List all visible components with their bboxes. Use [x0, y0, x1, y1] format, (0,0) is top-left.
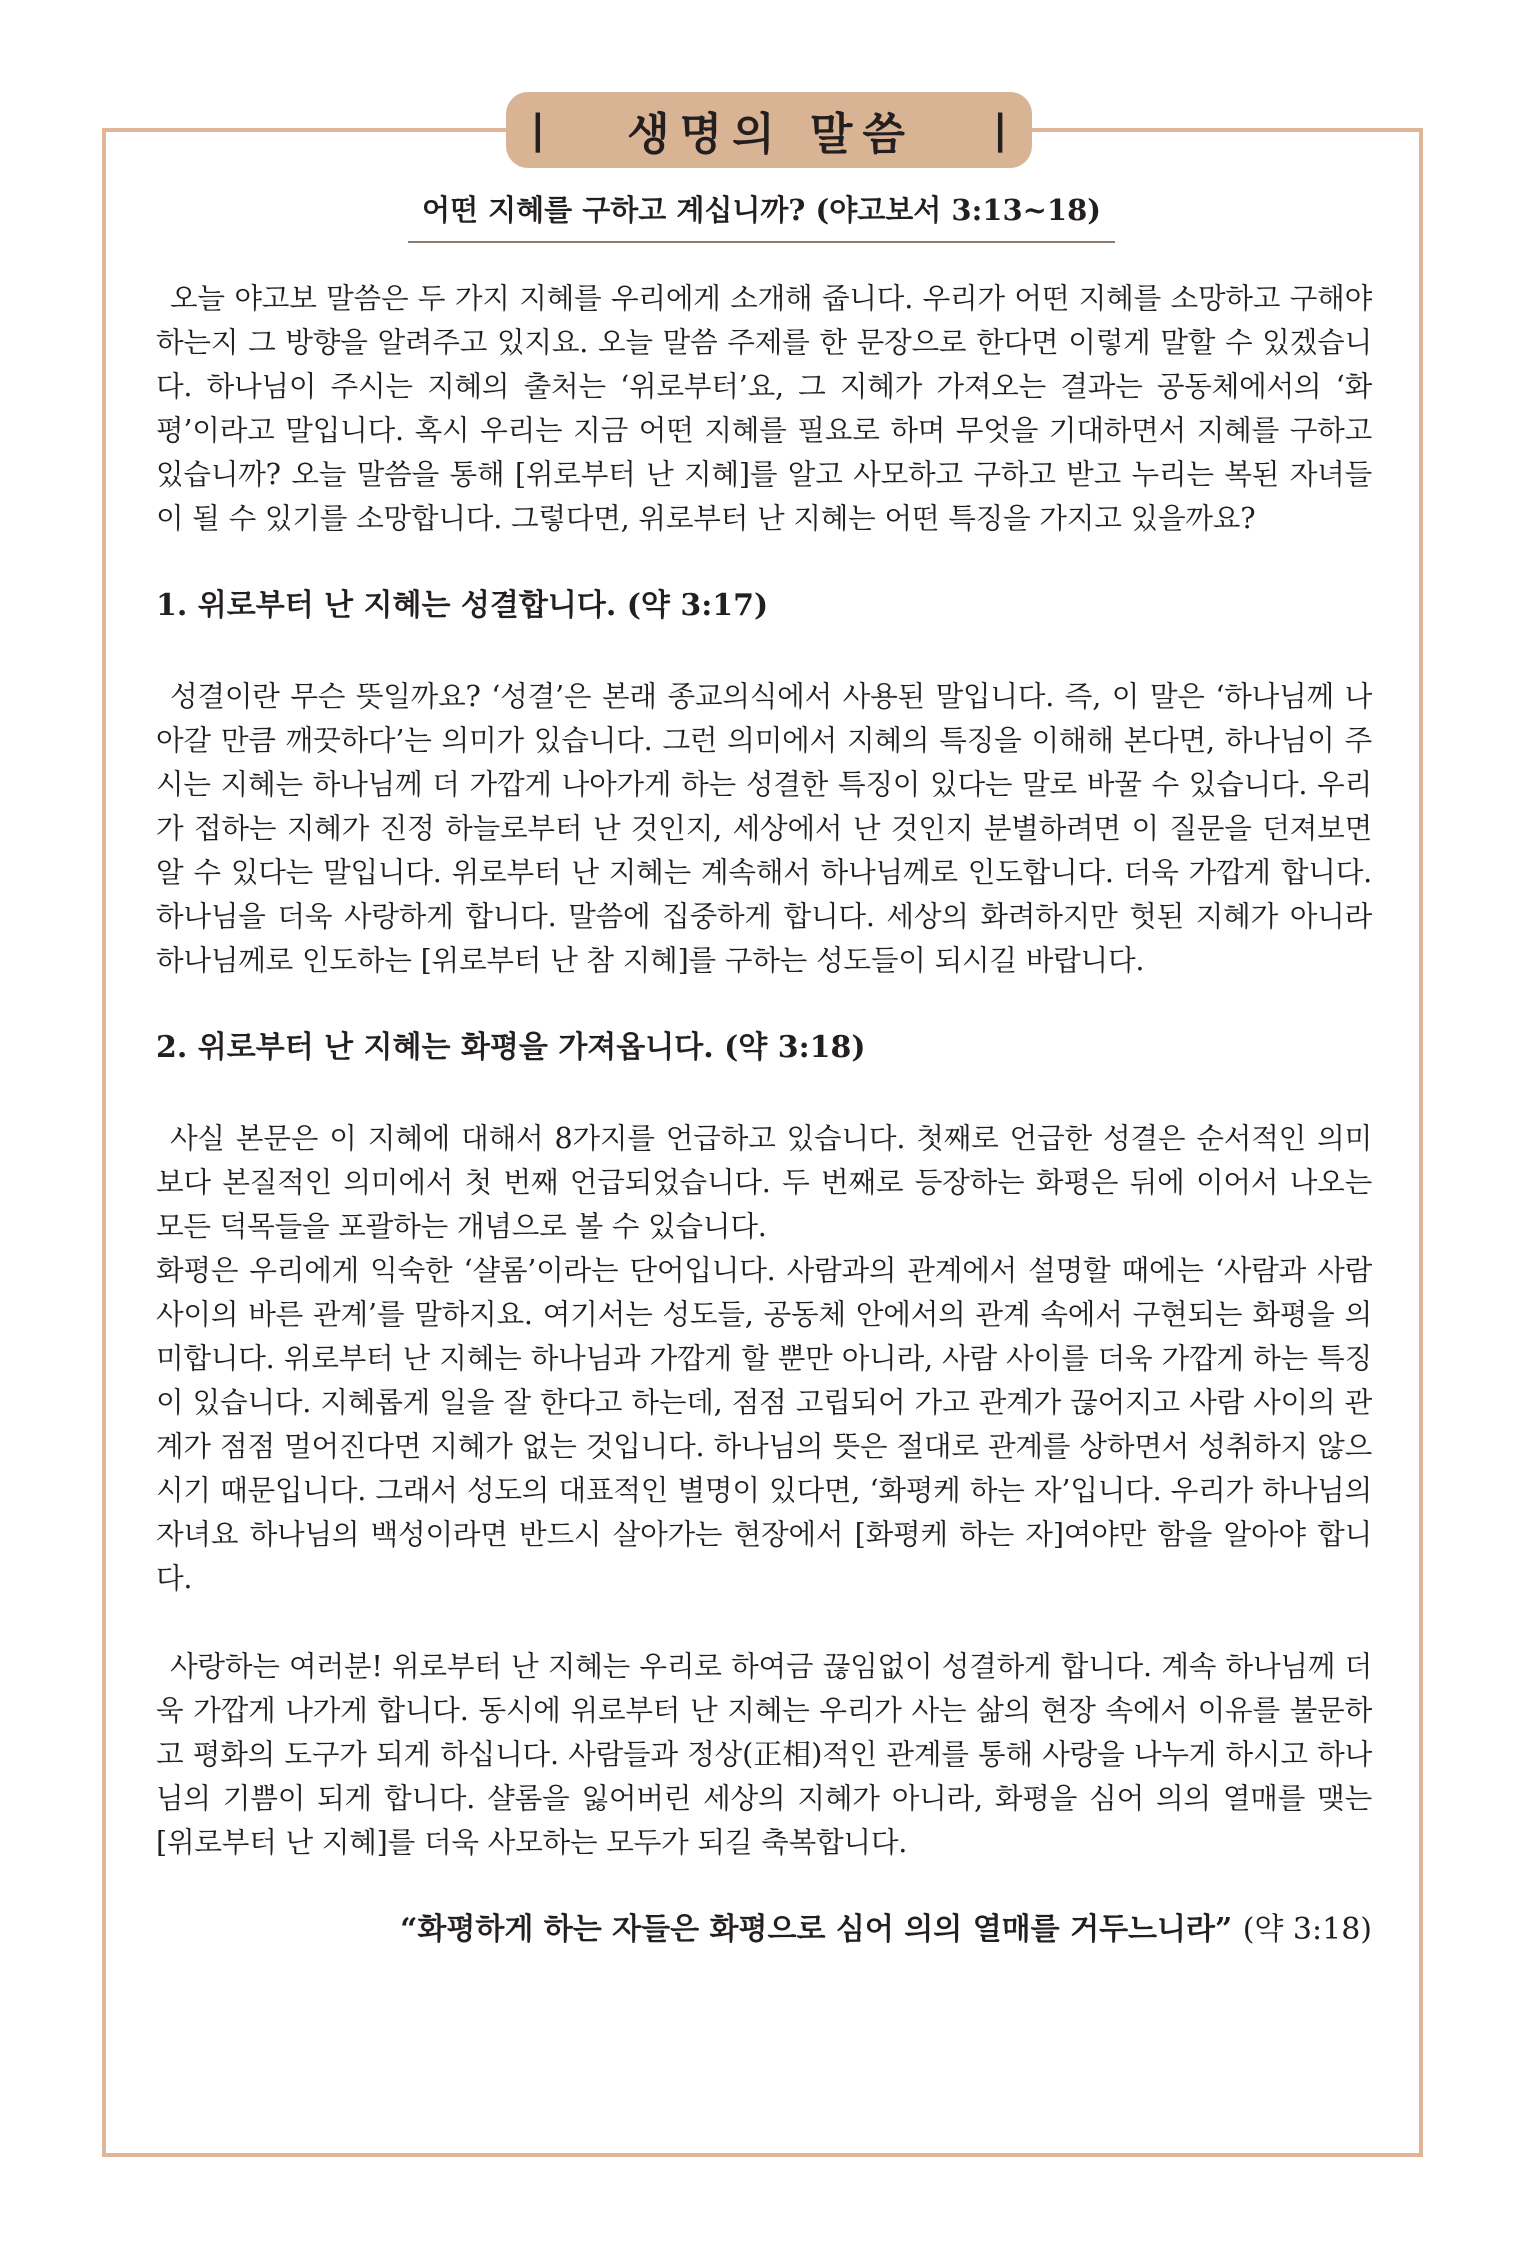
intro-paragraph: 오늘 야고보 말씀은 두 가지 지혜를 우리에게 소개해 줍니다. 우리가 어떤 지혜를 소망하고 구해야 하는지 그 방향을 알려주고 있지요. 오늘 말씀 주제를 한 문장으로 한다면 이렇게 말할 수 있겠습니다. 하나님이 주시는 지혜의 출처는 ‘위로부터’요, 그 지혜가 가져오는 결과는 공동체에서의 ‘화평’이라고 말입니다. 혹시 우리는 지금 어떤 지혜를 필요로 하며 무엇을 기대하면서 지혜를 구하고 있습니까? 오늘 말씀을 통해 [위로부터 난 지혜]를 알고 사모하고 구하고 받고 누리는 복된 자녀들이 될 수 있기를 소망합니다. 그렇다면, 위로부터 난 지혜는 어떤 특징을 가지고 있을까요?	[156, 281, 1372, 535]
title-banner	[506, 92, 1032, 168]
closing-quote	[156, 1908, 1372, 1952]
section2-paragraph-2: 화평은 우리에게 익숙한 ‘샬롬’이라는 단어입니다. 사람과의 관계에서 설명할 때에는 ‘사람과 사람 사이의 바른 관계’를 말하지요. 여기서는 성도들, 공동체 안에서의 관계 속에서 구현되는 화평을 의미합니다. 위로부터 난 지혜는 하나님과 가깝게 할 뿐만 아니라, 사람 사이를 더욱 가깝게 하는 특징이 있습니다. 지혜롭게 일을 잘 한다고 하는데, 점점 고립되어 가고 관계가 끊어지고 사람 사이의 관계가 점점 멀어진다면 지혜가 없는 것입니다. 하나님의 뜻은 절대로 관계를 상하면서 성취하지 않으시기 때문입니다. 그래서 성도의 대표적인 별명이 있다면, ‘화평케 하는 자’입니다. 우리가 하나님의 자녀요 하나님의 백성이라면 반드시 살아가는 현장에서 [화평케 하는 자]여야만 함을 알아야 합니다.	[156, 1253, 1372, 1595]
quote-text: “화평하게 하는 자들은 화평으로 심어 의의 열매를 거두느니라”	[400, 1912, 1233, 1947]
sermon-subtitle	[0, 188, 1523, 243]
closing-paragraph: 사랑하는 여러분! 위로부터 난 지혜는 우리로 하여금 끊임없이 성결하게 합니다. 계속 하나님께 더욱 가깝게 나가게 합니다. 동시에 위로부터 난 지혜는 우리가 사는 삶의 현장 속에서 이유를 불문하고 평화의 도구가 되게 하십니다. 사람들과 정상(正相)적인 관계를 통해 사랑을 나누게 하시고 하나님의 기쁨이 되게 합니다. 샬롬을 잃어버린 세상의 지혜가 아니라, 화평을 심어 의의 열매를 맺는 [위로부터 난 지혜]를 더욱 사모하는 모두가 되길 축복합니다.	[156, 1649, 1372, 1859]
quote-reference: (약 3:18)	[1242, 1912, 1372, 1947]
section1-heading: 1. 위로부터 난 지혜는 성결합니다. (약 3:17)	[156, 588, 769, 623]
page-title: 생명의 말씀	[627, 109, 915, 160]
title-bar-right: |	[992, 107, 1008, 153]
section2-heading: 2. 위로부터 난 지혜는 화평을 가져옵니다. (약 3:18)	[156, 1030, 866, 1065]
subtitle-text: 어떤 지혜를 구하고 계십니까? (야고보서 3:13~18)	[408, 188, 1115, 243]
sermon-body	[156, 276, 1372, 1952]
section1-paragraph: 성결이란 무슨 뜻일까요? ‘성결’은 본래 종교의식에서 사용된 말입니다. 즉, 이 말은 ‘하나님께 나아갈 만큼 깨끗하다’는 의미가 있습니다. 그런 의미에서 지혜의 특징을 이해해 본다면, 하나님이 주시는 지혜는 하나님께 더 가깝게 나아가게 하는 성결한 특징이 있다는 말로 바꿀 수 있습니다. 우리가 접하는 지혜가 진정 하늘로부터 난 것인지, 세상에서 난 것인지 분별하려면 이 질문을 던져보면 알 수 있다는 말입니다. 위로부터 난 지혜는 계속해서 하나님께로 인도합니다. 더욱 가깝게 합니다. 하나님을 더욱 사랑하게 합니다. 말씀에 집중하게 합니다. 세상의 화려하지만 헛된 지혜가 아니라 하나님께로 인도하는 [위로부터 난 참 지혜]를 구하는 성도들이 되시길 바랍니다.	[156, 679, 1372, 977]
title-bar-left: |	[530, 107, 546, 153]
section2-paragraph-1: 사실 본문은 이 지혜에 대해서 8가지를 언급하고 있습니다. 첫째로 언급한 성결은 순서적인 의미보다 본질적인 의미에서 첫 번째 언급되었습니다. 두 번째로 등장하는 화평은 뒤에 이어서 나오는 모든 덕목들을 포괄하는 개념으로 볼 수 있습니다.	[156, 1121, 1372, 1243]
